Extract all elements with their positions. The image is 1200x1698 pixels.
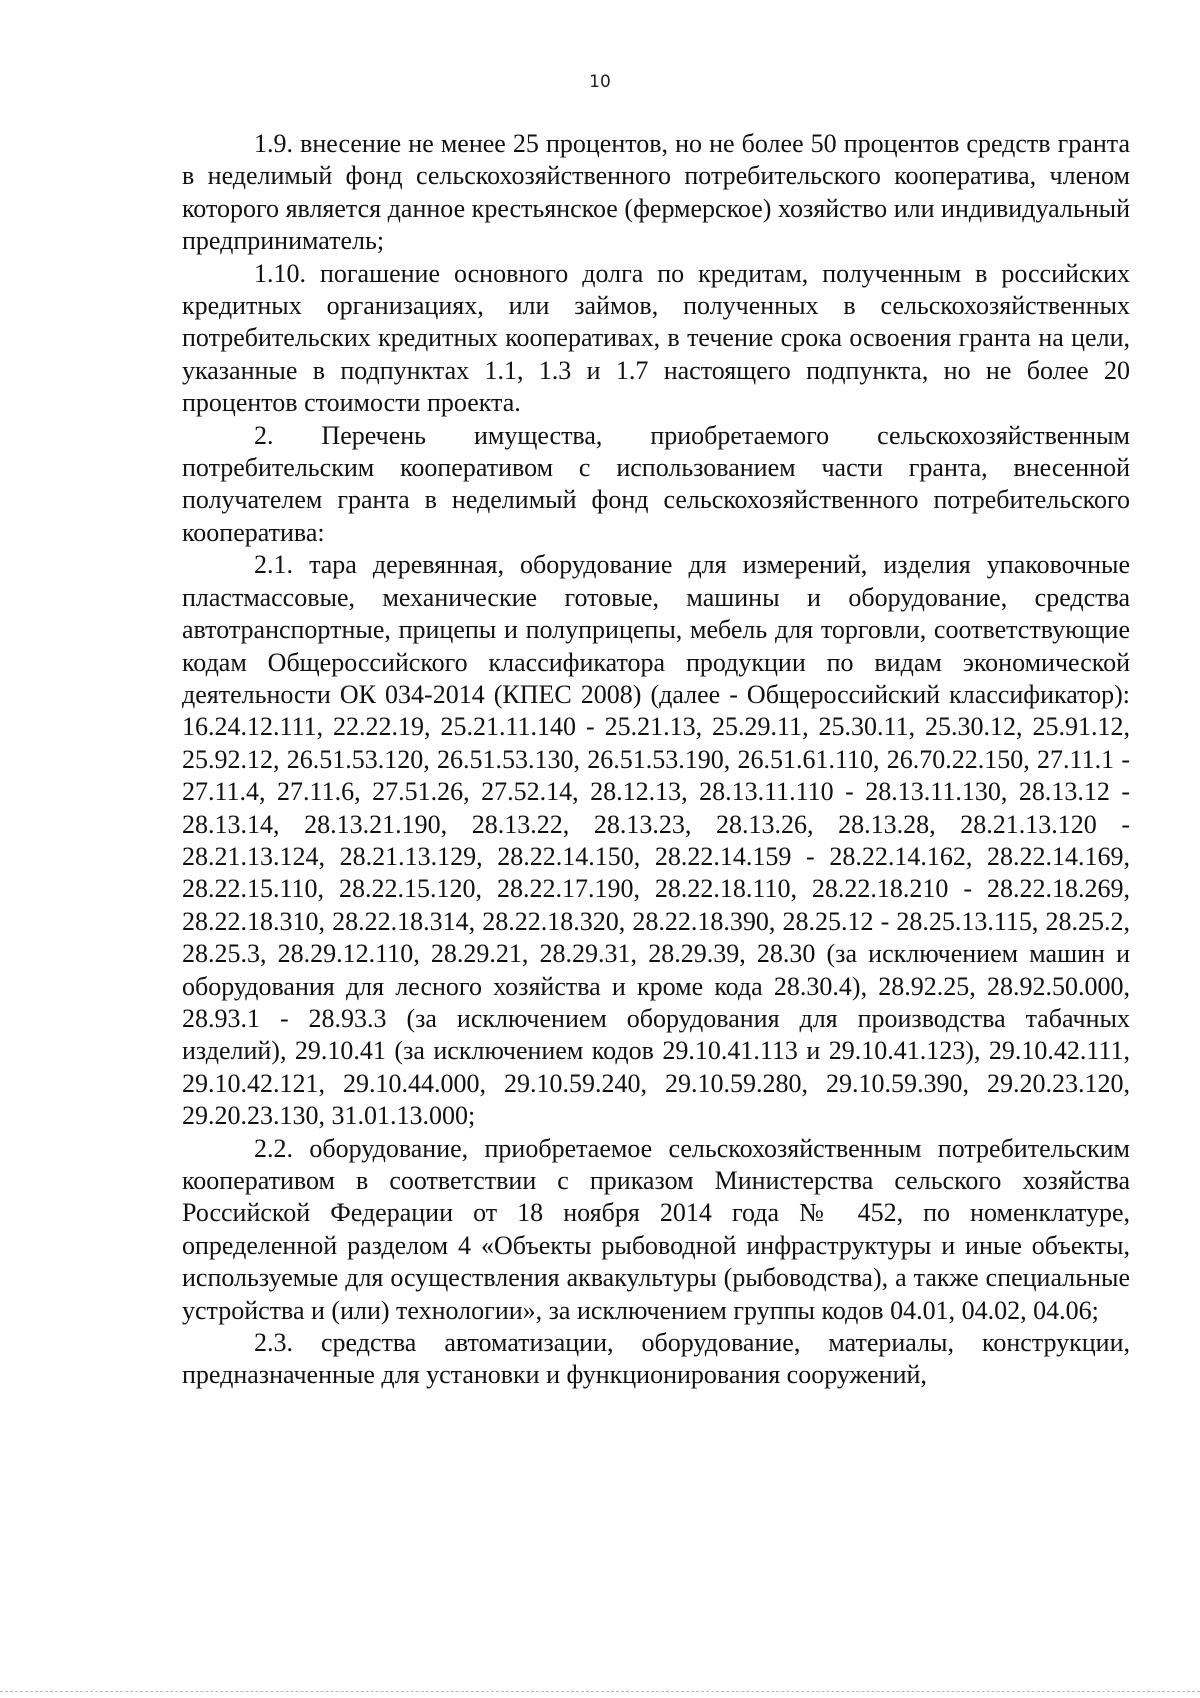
paragraph-2-1: 2.1. тара деревянная, оборудование для измерений, изделия упаковочные пластмассовые, механические готовые, машины и оборудование, средства автотранспортные, прицепы и полуприцепы, мебель для торговли, соответствующие кодам Общероссийского классификатора продукции по видам экономической деятельности ОК 034-2014 (КПЕС 2008) (далее - Общероссийский классификатор): 16.24.12.111, 22.22.19, 25.21.11.140 - 25.21.13, 25.29.11, 25.30.11, 25.30.12, 25.91.12, 25.92.12, 26.51.53.120, 26.51.53.130, 26.51.53.190, 26.51.61.110, 26.70.22.150, 27.11.1 - 27.11.4, 27.11.6, 27.51.26, 27.52.14, 28.12.13, 28.13.11.110 - 28.13.11.130, 28.13.12 - 28.13.14, 28.13.21.190, 28.13.22, 28.13.23, 28.13.26, 28.13.28, 28.21.13.120 - 28.21.13.124, 28.21.13.129, 28.22.14.150, 28.22.14.159 - 28.22.14.162, 28.22.14.169, 28.22.15.110, 28.22.15.120, 28.22.17.190, 28.22.18.110, 28.22.18.210 - 28.22.18.269, 28.22.18.310, 28.22.18.314, 28.22.18.320, 28.22.18.390, 28.25.12 - 28.25.13.115, 28.25.2, 28.25.3, 28.29.12.110, 28.29.21, 28.29.31, 28.29.39, 28.30 (за исключением машин и оборудования для лесного хозяйства и кроме кода 28.30.4), 28.92.25, 28.92.50.000, 28.93.1 - 28.93.3 (за исключением оборудования для производства табачных изделий), 29.10.41 (за исключением кодов 29.10.41.113 и 29.10.41.123), 29.10.42.111, 29.10.42.121, 29.10.44.000, 29.10.59.240, 29.10.59.280, 29.10.59.390, 29.20.23.120, 29.20.23.130, 31.01.13.000;	[182, 550, 1130, 1131]
document-body	[182, 128, 1130, 1392]
scan-edge-divider	[0, 1691, 1200, 1692]
paragraph-2: 2. Перечень имущества, приобретаемого сельскохозяйственным потребительским кооперативом с использованием части гранта, внесенной получателем гранта в неделимый фонд сельскохозяйственного потребительского кооператива:	[182, 420, 1130, 547]
paragraph-1-9: 1.9. внесение не менее 25 процентов, но не более 50 процентов средств гранта в неделимый фонд сельскохозяйственного потребительского кооператива, членом которого является данное крестьянское (фермерское) хозяйство или индивидуальный предприниматель;	[182, 129, 1130, 256]
paragraph-2-3: 2.3. средства автоматизации, оборудование, материалы, конструкции, предназначенные для установки и функционирования сооружений,	[182, 1328, 1130, 1390]
paragraph-1-10: 1.10. погашение основного долга по кредитам, полученным в российских кредитных организациях, или займов, полученных в сельскохозяйственных потребительских кредитных кооперативах, в течение срока освоения гранта на цели, указанные в подпунктах 1.1, 1.3 и 1.7 настоящего подпункта, но не более 20 процентов стоимости проекта.	[182, 258, 1130, 418]
page-number: 10	[589, 72, 611, 92]
paragraph-2-2: 2.2. оборудование, приобретаемое сельскохозяйственным потребительским кооперативом в соответствии с приказом Министерства сельского хозяйства Российской Федерации от 18 ноября 2014 года № 452, по номенклатуре, определенной разделом 4 «Объекты рыбоводной инфраструктуры и иные объекты, используемые для осуществления аквакультуры (рыбоводства), а также специальные устройства и (или) технологии», за исключением группы кодов 04.01, 04.02, 04.06;	[182, 1133, 1130, 1325]
